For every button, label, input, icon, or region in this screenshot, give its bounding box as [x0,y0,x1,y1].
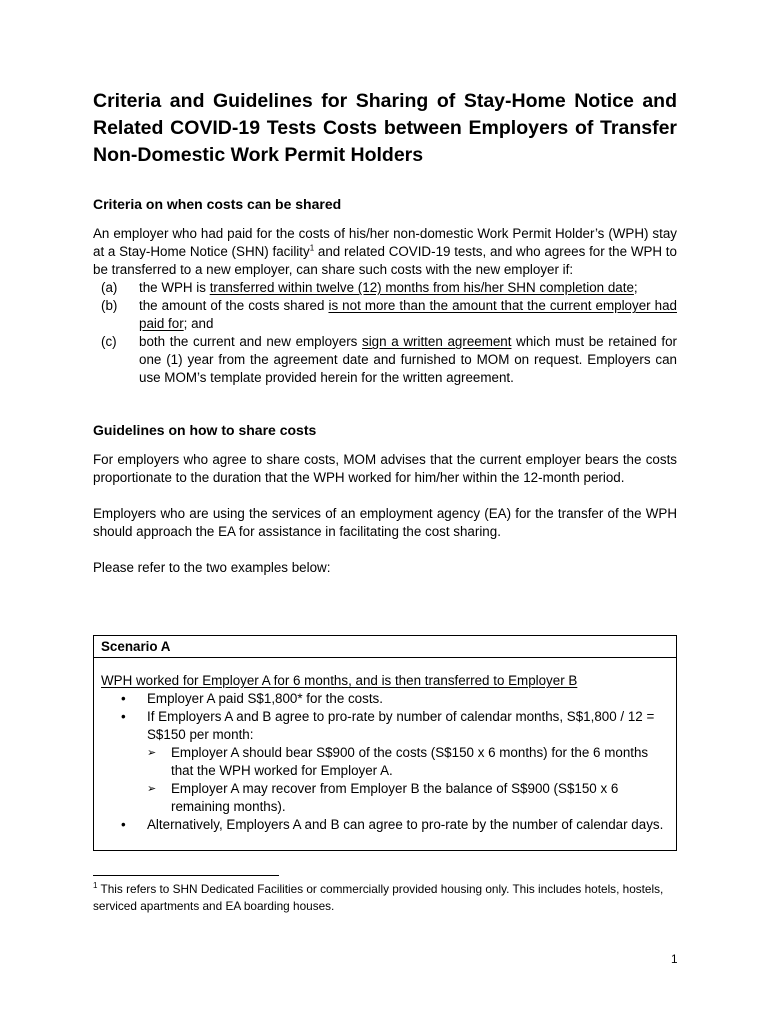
sub-bullet-item: ➢ Employer A may recover from Employer B the balance of S$900 (S$150 x 6 remaining months). [147,781,619,814]
guidelines-heading: Guidelines on how to share costs [93,422,317,438]
bullet-item: • Alternatively, Employers A and B can agree to pro-rate by the number of calendar days. [101,816,668,834]
page-number: 1 [671,952,678,966]
sub-bullet-item: ➢ Employer A should bear S$900 of the costs (S$150 x 6 months) for the 6 months that the WPH worked for Employer A. [147,745,649,778]
guidelines-paragraph-1: For employers who agree to share costs, MOM advises that the current employer bears the costs proportionate to the duration that the WPH worked for him/her within the 12-month period. [93,452,677,485]
footnote-ref: 1 [309,243,315,253]
list-item: (a) the WPH is transferred within twelve (12) months from his/her SHN completion date; [93,279,677,297]
guidelines-paragraph-2: Employers who are using the services of an employment agency (EA) for the transfer of the WPH should approach the EA for assistance in facilitating the cost sharing. [93,506,677,539]
arrow-bullet-icon: ➢ [147,783,157,795]
bullet-icon: • [121,817,126,832]
criteria-heading: Criteria on when costs can be shared [93,196,342,212]
arrow-bullet-icon: ➢ [147,747,157,759]
scenario-subtitle: WPH worked for Employer A for 6 months, and is then transferred to Employer B [101,673,578,688]
document-title: Criteria and Guidelines for Sharing of Stay-Home Notice and Related COVID-19 Tests Costs between Employers of Transfer Non-Domestic Work Permit Holders [93,90,677,166]
criteria-intro: An employer who had paid for the costs of his/her non-domestic Work Permit Holder’s (WPH) stay at a Stay-Home Notice (SHN) facility$^1$ and related COVID-19 tests, and who agrees for the WPH to be transferred to a new employer, can share such costs with the new employer if: [93,226,677,277]
list-item: (c) both the current and new employers sign a written agreement which must be retained for one (1) year from the agreement date and furnished to MOM on request. Employers can use MOM’s template provided herein for the written agreement. [93,333,677,387]
document-page [93,88,677,577]
list-marker: (a) [101,280,118,295]
scenario-title: Scenario A [94,636,676,658]
footnote-mark: 1 [93,881,98,891]
scenario-a-box [93,635,677,851]
bullet-item: • Employer A paid S$1,800* for the costs. [101,690,668,708]
bullet-item: • If Employers A and B agree to pro-rate by number of calendar months, S$1,800 / 12 = S$150 per month: [101,708,668,744]
list-item: (b) the amount of the costs shared is not more than the amount that the current employer had paid for; and [93,297,677,333]
bullet-icon: • [121,709,126,724]
criteria-list [93,279,677,387]
guidelines-paragraph-3: Please refer to the two examples below: [93,560,331,575]
footnote: $^1$ This refers to SHN Dedicated Facilities or commercially provided housing only. This includes hotels, hostels, serviced apartments and EA boarding houses. [93,881,664,913]
list-marker: (c) [101,334,117,349]
bullet-icon: • [121,691,126,706]
list-marker: (b) [101,298,118,313]
footnote-divider [93,875,279,876]
